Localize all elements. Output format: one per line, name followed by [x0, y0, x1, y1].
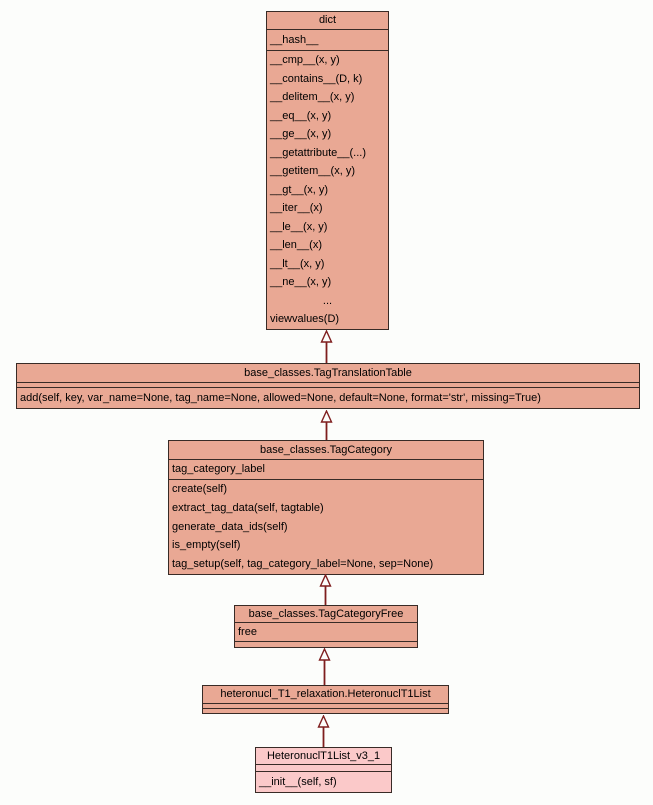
method-row: viewvalues(D) — [270, 313, 340, 325]
class-title[interactable]: base_classes.TagCategory — [259, 444, 393, 456]
class-box-tag-translation-table[interactable] — [16, 363, 640, 409]
class-box-tag-category[interactable] — [168, 440, 484, 575]
method-row: __lt__(x, y) — [270, 257, 325, 270]
attributes-compartment — [235, 622, 417, 641]
methods-compartment-empty — [203, 708, 448, 713]
inheritance-arrow — [320, 330, 333, 363]
class-title[interactable]: HeteronuclT1List_v3_1 — [266, 750, 381, 762]
hollow-triangle-arrowhead-icon — [320, 649, 330, 660]
hollow-triangle-arrowhead-icon — [319, 716, 329, 727]
attribute-row: tag_category_label — [172, 463, 265, 475]
method-row: extract_tag_data(self, tagtable) — [172, 501, 324, 514]
method-row: __eq__(x, y) — [270, 109, 332, 122]
method-row: tag_setup(self, tag_category_label=None, sep=None) — [172, 558, 434, 571]
attributes-compartment — [267, 29, 388, 50]
class-title[interactable]: dict — [318, 14, 337, 26]
hollow-triangle-arrowhead-icon — [322, 331, 332, 342]
ellipsis-row: ... — [322, 294, 333, 307]
hollow-triangle-arrowhead-icon — [322, 411, 332, 422]
class-box-tag-category-free[interactable] — [234, 605, 418, 648]
methods-compartment-empty — [235, 641, 417, 647]
method-row: generate_data_ids(self) — [172, 520, 288, 533]
method-row: __le__(x, y) — [270, 220, 328, 233]
method-row: __delitem__(x, y) — [270, 91, 355, 103]
class-box-heteronucl-t1-list-v3-1[interactable] — [255, 747, 392, 793]
inheritance-arrow — [319, 574, 332, 605]
class-box-heteronucl-t1-list[interactable] — [202, 685, 449, 714]
methods-compartment — [267, 50, 388, 329]
method-row: __init__(self, sf) — [259, 776, 337, 788]
attribute-row: free — [238, 626, 257, 638]
class-title[interactable]: base_classes.TagTranslationTable — [244, 367, 412, 379]
method-row: __contains__(D, k) — [270, 72, 363, 85]
attributes-compartment-empty — [256, 764, 391, 771]
methods-compartment — [169, 479, 483, 574]
attributes-compartment — [169, 459, 483, 479]
method-row: __ne__(x, y) — [270, 276, 332, 288]
method-row: create(self) — [172, 483, 228, 495]
method-row: __getitem__(x, y) — [270, 165, 355, 177]
methods-compartment — [17, 387, 639, 408]
inheritance-arrow — [317, 715, 330, 747]
method-row: add(self, key, var_name=None, tag_name=None, allowed=None, default=None, format='str', missing=True) — [20, 392, 541, 404]
methods-compartment — [256, 771, 391, 792]
class-title[interactable]: heteronucl_T1_relaxation.HeteronuclT1List — [220, 688, 431, 700]
hollow-triangle-arrowhead-icon — [321, 575, 331, 586]
attribute-row: __hash__ — [270, 34, 319, 46]
class-title[interactable]: base_classes.TagCategoryFree — [248, 608, 404, 620]
method-row: __ge__(x, y) — [270, 128, 332, 140]
method-row: __getattribute__(...) — [270, 146, 367, 159]
inheritance-arrow — [318, 648, 331, 685]
inheritance-arrow — [320, 410, 333, 440]
method-row: __len__(x) — [270, 239, 322, 251]
class-box-dict[interactable] — [266, 11, 389, 330]
method-row: __gt__(x, y) — [270, 183, 329, 196]
method-row: __iter__(x) — [270, 202, 323, 214]
method-row: __cmp__(x, y) — [270, 54, 340, 66]
method-row: is_empty(self) — [172, 539, 241, 552]
